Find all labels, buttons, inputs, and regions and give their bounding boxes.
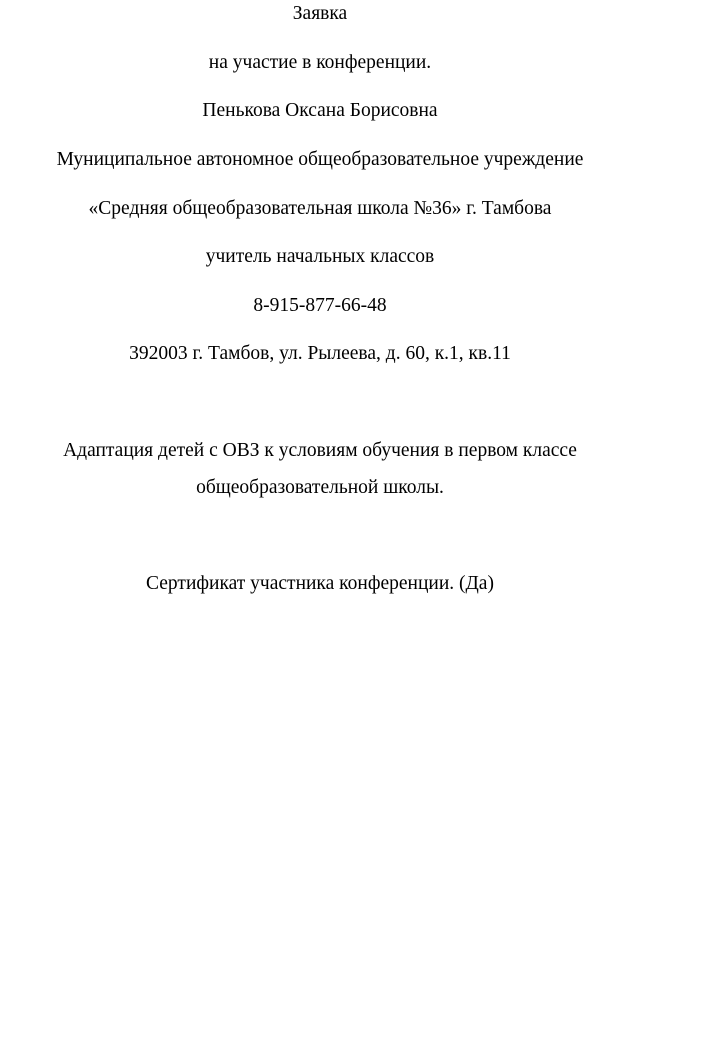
topic-line-1: Адаптация детей с ОВЗ к условиям обучения в первом классе	[63, 440, 577, 461]
organization-line-2: «Средняя общеобразовательная школа №36» г. Тамбова	[88, 198, 552, 219]
postal-address: 392003 г. Тамбов, ул. Рылеева, д. 60, к.1, кв.11	[129, 343, 511, 364]
organization-line-1: Муниципальное автономное общеобразовательное учреждение	[56, 149, 584, 170]
author-position: учитель начальных классов	[205, 246, 435, 267]
application-title: Заявка	[292, 3, 348, 24]
topic-line-2: общеобразовательной школы.	[196, 477, 444, 498]
certificate-request: Сертификат участника конференции. (Да)	[146, 573, 494, 594]
author-name: Пенькова Оксана Борисовна	[202, 100, 438, 121]
phone-number: 8-915-877-66-48	[253, 295, 387, 316]
application-subtitle: на участие в конференции.	[208, 52, 432, 73]
